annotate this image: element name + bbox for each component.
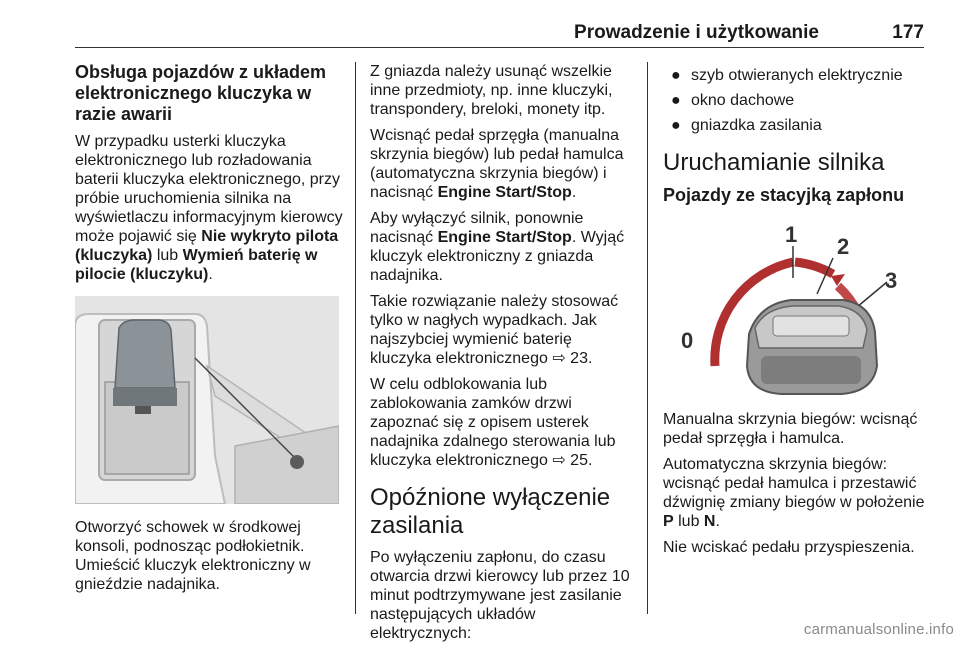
column-divider-2 <box>647 62 648 614</box>
ignition-switch-illustration <box>663 216 925 396</box>
key-slot-illustration <box>75 296 339 504</box>
paragraph-retained-power: Po wyłączeniu zapłonu, do czasu otwarcia drzwi kierowcy lub przez 10 minut podtrzymywane jest zasilanie następujących układów elektrycznych: <box>370 549 630 642</box>
paragraph-press-start: Wcisnąć pedał sprzęgła (manualna skrzynia biegów) lub pedał hamulca (automatyczna skrzynia biegów) i nacisnąć Engine Start/Stop. <box>370 127 624 201</box>
figure-key-slot <box>75 296 339 504</box>
paragraph-insert-key: Otworzyć schowek w środkowej konsoli, podnosząc podłokietnik. Umieścić kluczyk elektroniczny w gnieździe nadajnika. <box>75 519 311 593</box>
ignition-position-3: 3 <box>885 268 898 293</box>
column-middle <box>370 62 632 650</box>
paragraph-no-accelerator: Nie wciskać pedału przyspieszenia. <box>663 539 915 556</box>
bullet-icon: ● <box>671 67 681 84</box>
paragraph-stop-engine: Aby wyłączyć silnik, ponownie nacisnąć Engine Start/Stop. Wyjąć kluczyk elektroniczny z gniazda nadajnika. <box>370 210 625 284</box>
ignition-position-0: 0 <box>681 328 694 353</box>
page-reference-25[interactable]: ⇨ 25. <box>547 452 593 469</box>
section-heading-emergency: Obsługa pojazdów z układem elektronicznego kluczyka w razie awarii <box>75 62 327 124</box>
paragraph-emergency-use: Takie rozwiązanie należy stosować tylko w nagłych wypadkach. Jak najszybciej wymienić baterię kluczyka elektronicznego ⇨ 23. <box>370 293 619 367</box>
watermark: carmanualsonline.info <box>803 621 954 638</box>
paragraph-automatic-gearbox: Automatyczna skrzynia biegów: wcisnąć pedał hamulca i przestawić dźwignię zmiany biegów w położenie P lub N. <box>663 456 925 530</box>
ignition-position-2: 2 <box>837 234 850 259</box>
paragraph-remove-objects: Z gniazda należy usunąć wszelkie inne przedmioty, np. inne kluczyki, transpondery, breloki, monety itp. <box>370 63 613 118</box>
page-number: 177 <box>892 22 924 43</box>
list-item: ● gniazdka zasilania <box>671 117 822 134</box>
bullet-icon: ● <box>671 117 681 134</box>
subheading-ignition: Pojazdy ze stacyjką zapłonu <box>663 185 905 205</box>
retained-power-list <box>663 66 925 135</box>
gear-n-label: N <box>703 513 716 530</box>
ignition-position-1: 1 <box>785 222 798 247</box>
paragraph-key-fault: W przypadku usterki kluczyka elektronicznego lub rozładowania baterii kluczyka elektronicznego, przy próbie uruchomienia silnika na wyświetlaczu informacyjnym kierowcy może pojawić się Nie wykryto pilota (kluczyka) lub Wymień baterię w pilocie (kluczyku). <box>75 133 343 283</box>
header-divider <box>75 47 924 48</box>
list-item: ● okno dachowe <box>671 92 795 109</box>
list-item: ● szyb otwieranych elektrycznie <box>671 67 903 84</box>
page-header <box>75 0 924 46</box>
message-no-key: Nie wykryto pilota (kluczyka) <box>75 228 339 264</box>
message-replace-battery: Wymień baterię w pilocie (kluczyku) <box>75 247 318 283</box>
column-right <box>663 62 925 564</box>
bullet-icon: ● <box>671 92 681 109</box>
chapter-title: Prowadzenie i użytkowanie <box>574 22 819 43</box>
figure-ignition-switch <box>663 216 925 396</box>
section-heading-delayed-power: Opóźnione wyłączenie zasilania <box>370 484 611 539</box>
engine-start-stop-label: Engine Start/Stop <box>437 184 572 201</box>
page-reference-23[interactable]: ⇨ 23. <box>547 350 593 367</box>
engine-start-stop-label-2: Engine Start/Stop <box>437 229 572 246</box>
column-divider-1 <box>355 62 356 614</box>
section-heading-start-engine: Uruchamianie silnika <box>663 149 885 176</box>
gear-p-label: P <box>663 513 674 530</box>
paragraph-manual-gearbox: Manualna skrzynia biegów: wcisnąć pedał sprzęgła i hamulca. <box>663 411 918 447</box>
column-left <box>75 62 347 601</box>
paragraph-unlock-doors: W celu odblokowania lub zablokowania zamków drzwi zapoznać się z opisem usterek nadajnika zdalnego sterowania lub kluczyka elektronicznego ⇨ 25. <box>370 376 616 469</box>
